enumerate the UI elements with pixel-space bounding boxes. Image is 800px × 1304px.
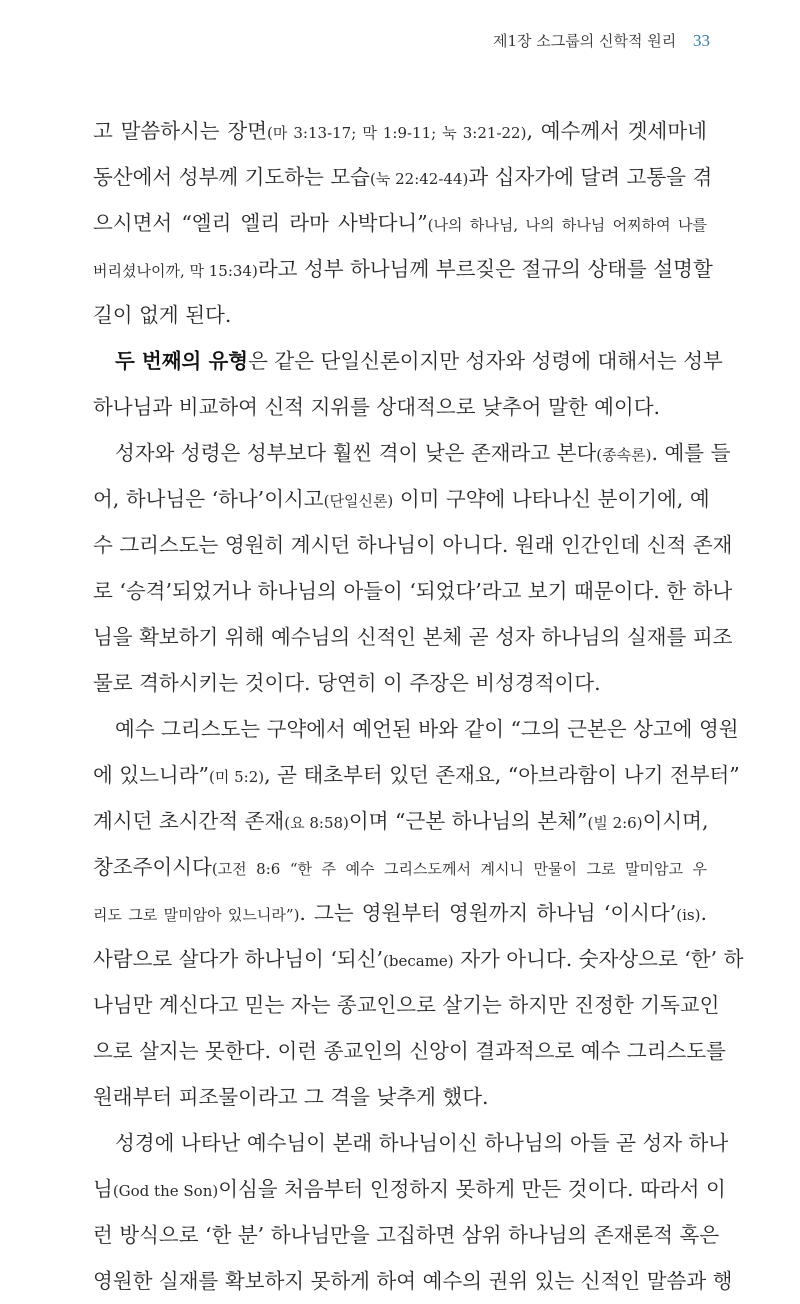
text-line: 어, 하나님은 ‘하나’이시고(단일신론) 이미 구약에 나타나신 분이기에, 예 [93, 487, 710, 511]
citation: 리도 그로 말미암아 있느니라”) [93, 906, 300, 924]
text-line: 계시던 초시간적 존재(요 8:58)이며 “근본 하나님의 본체”(빌 2:6)이시며, [93, 809, 709, 833]
text-line: 원래부터 피조물이라고 그 격을 낮추게 했다. [93, 1085, 489, 1109]
text-line: 수 그리스도는 영원히 계시던 하나님이 아니다. 원래 인간인데 신적 존재 [93, 533, 733, 557]
citation: (God the Son) [112, 1182, 219, 1200]
citation: (종속론) [596, 446, 652, 464]
text-line: 예수 그리스도는 구약에서 예언된 바와 같이 “그의 근본은 상고에 영원 [115, 717, 739, 741]
text-line: 님을 확보하기 위해 예수님의 신적인 본체 곧 성자 하나님의 실재를 피조 [93, 625, 733, 649]
text-line: 으시면서 “엘리 엘리 라마 사박다니”(나의 하나님, 나의 하나님 어찌하여 나를 [93, 211, 707, 235]
text-line: 로 ‘승격’되었거나 하나님의 아들이 ‘되었다’라고 보기 때문이다. 한 하나 [93, 579, 733, 603]
citation: (마 3:13-17; 막 1:9-11; 눅 3:21-22) [267, 124, 527, 142]
text-line: 에 있느니라”(미 5:2), 곧 태초부터 있던 존재요, “아브라함이 나기 전부터” [93, 763, 740, 787]
text-line: 나님만 계신다고 믿는 자는 종교인으로 살기는 하지만 진정한 기독교인 [93, 993, 720, 1017]
text-line: 런 방식으로 ‘한 분’ 하나님만을 고집하면 삼위 하나님의 존재론적 혹은 [93, 1223, 720, 1247]
citation: (고전 8:6 “한 주 예수 그리스도께서 계시니 만물이 그로 말미암고 우 [211, 860, 707, 878]
text-line: 사람으로 살다가 하나님이 ‘되신’(became) 자가 아니다. 숫자상으로 ‘한’ 하 [93, 947, 744, 971]
citation: (became) [383, 952, 454, 970]
emphasis: 두 번째의 유형 [115, 349, 249, 373]
text-line: 리도 그로 말미암아 있느니라”). 그는 영원부터 영원까지 하나님 ‘이시다’(is). [93, 901, 707, 925]
text-line: 물로 격하시키는 것이다. 당연히 이 주장은 비성경적이다. [93, 671, 601, 695]
citation: 버리셨나이까, 막 15:34) [93, 262, 258, 280]
text-line: 하나님과 비교하여 신적 지위를 상대적으로 낮추어 말한 예이다. [93, 395, 661, 419]
running-header [493, 30, 710, 51]
body-text [93, 108, 744, 1304]
citation: (눅 22:42-44) [370, 170, 469, 188]
citation: (빌 2:6) [587, 814, 643, 832]
text-line: 성경에 나타난 예수님이 본래 하나님이신 하나님의 아들 곧 성자 하나 [115, 1131, 729, 1155]
chapter-title: 제1장 소그룹의 신학적 원리 [492, 32, 677, 50]
citation: (나의 하나님, 나의 하나님 어찌하여 나를 [427, 216, 707, 234]
citation: (is) [676, 906, 701, 924]
citation: (요 8:58) [284, 814, 349, 832]
text-line: 길이 없게 된다. [93, 303, 232, 327]
text-line: 창조주이시다(고전 8:6 “한 주 예수 그리스도께서 계시니 만물이 그로 말미암고 우 [93, 855, 707, 879]
text-line: 두 번째의 유형은 같은 단일신론이지만 성자와 성령에 대해서는 성부 [115, 349, 723, 373]
text-line: 고 말씀하시는 장면(마 3:13-17; 막 1:9-11; 눅 3:21-22), 예수께서 겟세마네 [93, 119, 707, 143]
page-number: 33 [693, 31, 710, 50]
citation: (미 5:2) [209, 768, 265, 786]
text-line: 으로 살지는 못한다. 이런 종교인의 신앙이 결과적으로 예수 그리스도를 [93, 1039, 726, 1063]
citation: (단일신론) [323, 492, 394, 510]
text-line: 영원한 실재를 확보하지 못하게 하여 예수의 권위 있는 신적인 말씀과 행 [93, 1269, 733, 1293]
text-line: 님(God the Son)이심을 처음부터 인정하지 못하게 만든 것이다. 따라서 이 [93, 1177, 726, 1201]
text-line: 성자와 성령은 성부보다 훨씬 격이 낮은 존재라고 본다(종속론). 예를 들 [115, 441, 731, 465]
text-line: 동산에서 성부께 기도하는 모습(눅 22:42-44)과 십자가에 달려 고통을 겪 [93, 165, 713, 189]
text-line: 버리셨나이까, 막 15:34)라고 성부 하나님께 부르짖은 절규의 상태를 설명할 [93, 257, 713, 281]
